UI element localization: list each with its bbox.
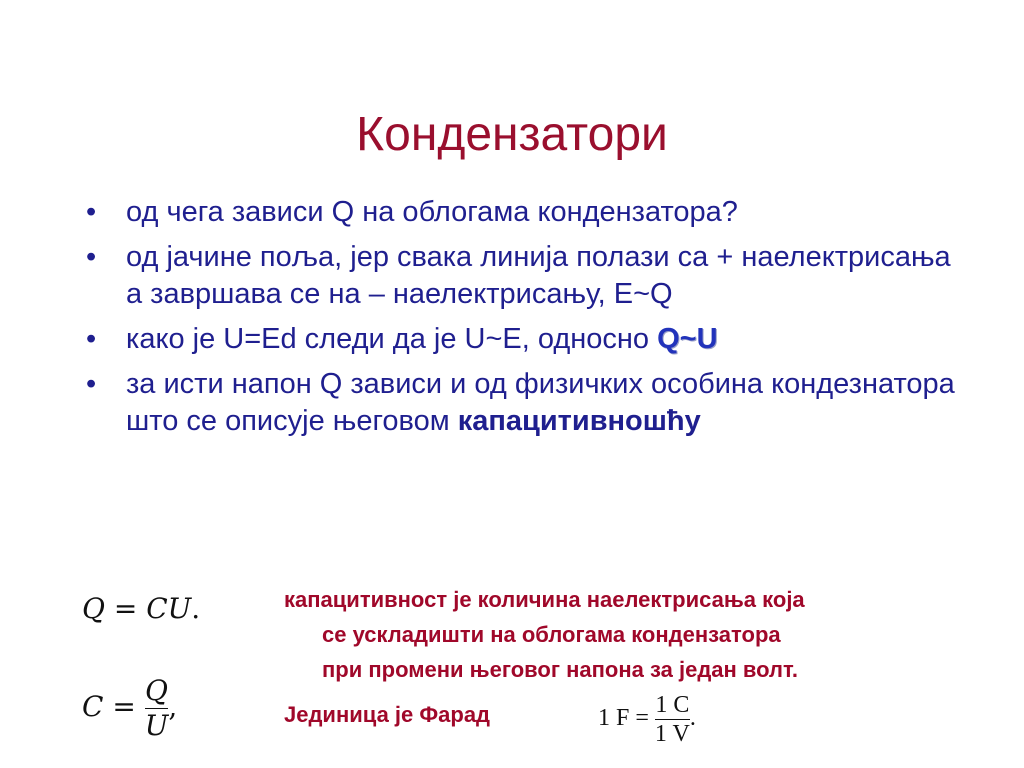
bullet-text: како је U=Ed следи да је U~E, односно xyxy=(126,323,658,355)
fraction-bar xyxy=(655,719,690,720)
bullet-text: од чега зависи Q на облогама кондензатора? xyxy=(126,196,738,228)
formula-equals: = xyxy=(629,705,655,732)
bullet-dot: • xyxy=(86,196,97,228)
fraction-numerator: 1 C xyxy=(655,692,690,718)
formula-fraction xyxy=(655,692,690,747)
formula-equals: = xyxy=(104,592,147,625)
fraction-numerator: Q xyxy=(145,674,168,707)
capacitance-emphasis: капацитивношћу xyxy=(457,405,701,437)
formula-c-equals-q-over-u xyxy=(82,675,177,742)
definition-line: се ускладишти на облогама кондензатора xyxy=(322,622,781,647)
fraction-denominator: U xyxy=(144,709,169,742)
bullet-text: за исти напон Q зависи и од физичких особина кондезнатора што се описује његовом xyxy=(126,368,955,437)
bullet-text: од јачине поља, јер свака линија полази са + наелектрисања а завршава се на – наелектрисању, E~Q xyxy=(126,241,951,310)
bullet-item xyxy=(84,239,964,313)
formula-fraction xyxy=(145,675,169,742)
bullet-dot: • xyxy=(86,323,97,355)
bullet-item xyxy=(84,194,964,231)
proportionality-emphasis: Q~U xyxy=(657,323,718,355)
formula-q-equals-cu xyxy=(82,592,200,625)
capacitance-definition xyxy=(284,582,984,687)
formula-tail: , xyxy=(168,690,178,723)
formula-lhs: 1 F xyxy=(598,705,630,732)
formula-rhs: CU xyxy=(146,592,192,625)
bullet-dot: • xyxy=(86,241,97,273)
bullet-item xyxy=(84,321,964,358)
formula-lhs: C xyxy=(82,690,104,723)
formula-tail: . xyxy=(689,705,696,732)
fraction-denominator: 1 V xyxy=(654,721,690,747)
formula-equals: = xyxy=(103,690,145,723)
bullet-list xyxy=(84,194,964,448)
formula-lhs: Q xyxy=(82,592,105,625)
definition-line: при промени његовог напона за један волт. xyxy=(322,657,798,682)
definition-line: капацитивност је количина наелектрисања која xyxy=(284,587,805,612)
formula-farad xyxy=(598,692,696,747)
unit-statement: Јединица је Фарад xyxy=(284,702,491,727)
slide-title: Кондензатори xyxy=(356,108,668,161)
bullet-dot: • xyxy=(86,368,97,400)
bullet-item xyxy=(84,366,964,440)
formula-tail: . xyxy=(191,592,201,625)
